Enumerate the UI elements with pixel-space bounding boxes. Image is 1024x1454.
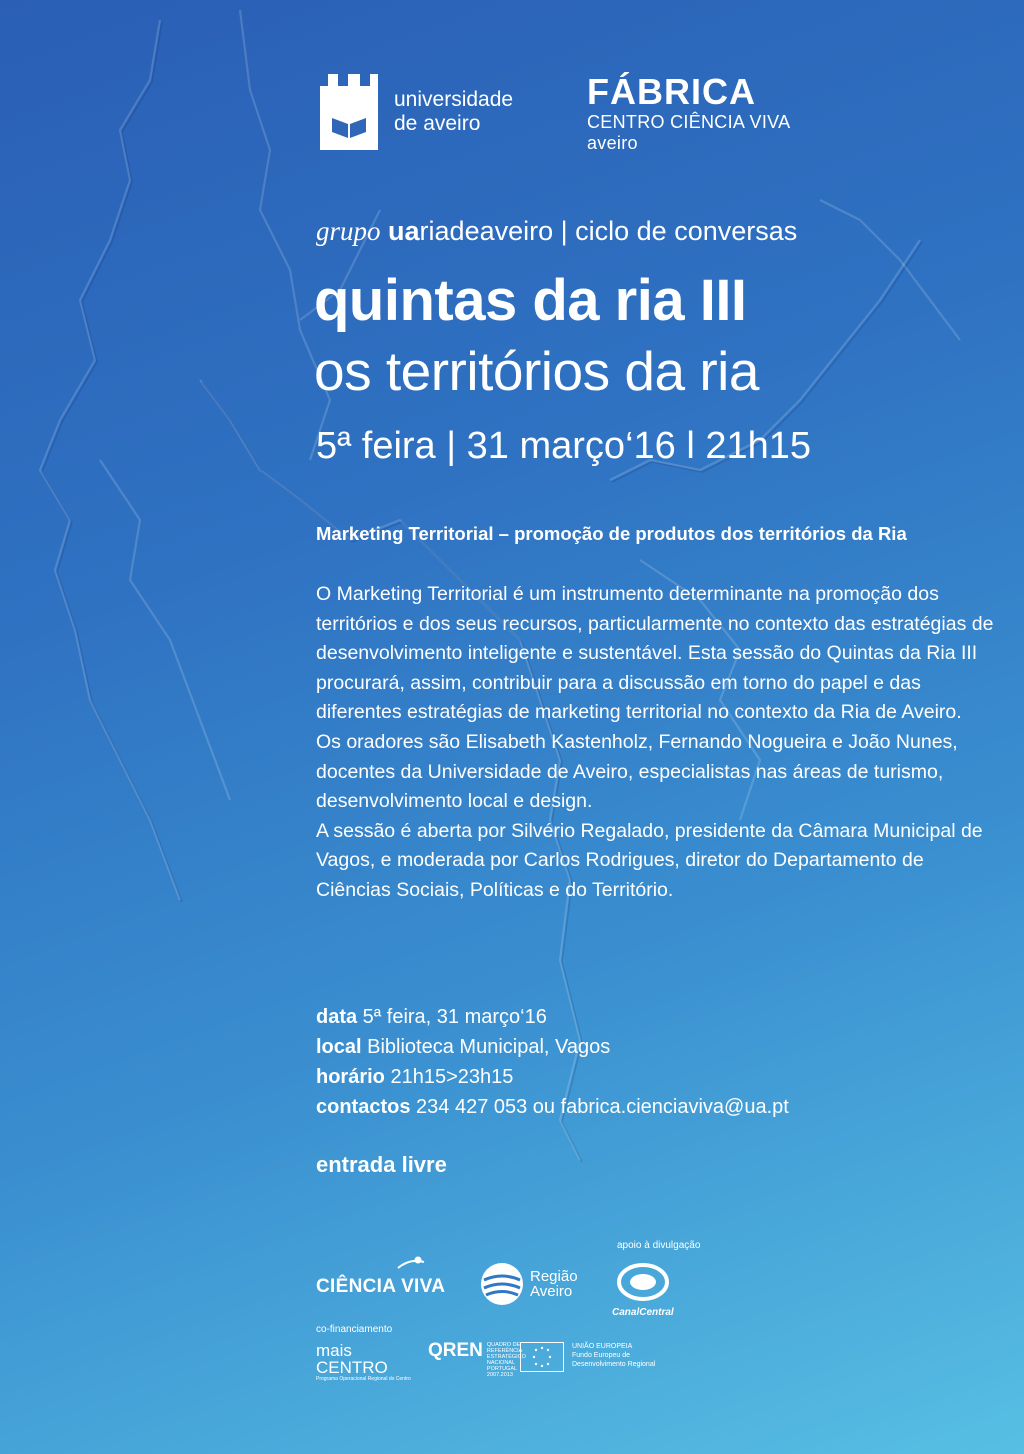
kicker-italic: grupo bbox=[316, 216, 381, 246]
canal-central-text: CanalCentral bbox=[612, 1307, 674, 1318]
fabrica-city: aveiro bbox=[587, 133, 638, 153]
date-value: 5ª feira, 31 março‘16 bbox=[357, 1006, 547, 1028]
canal-central-logo bbox=[612, 1262, 674, 1318]
support-label: apoio à divulgação bbox=[617, 1240, 701, 1251]
ua-logo-line2: de aveiro bbox=[394, 112, 481, 135]
mais-centro-logo bbox=[316, 1342, 411, 1382]
fabrica-title: FÁBRICA bbox=[587, 71, 756, 112]
regiao-line1: Região bbox=[530, 1268, 578, 1285]
time-value: 21h15>23h15 bbox=[384, 1066, 514, 1088]
eu-flag-icon bbox=[520, 1342, 564, 1372]
info-contact-row bbox=[316, 1092, 789, 1122]
location-value: Biblioteca Municipal, Vagos bbox=[361, 1036, 611, 1058]
fabrica-subtitle: CENTRO CIÊNCIA VIVA bbox=[587, 112, 791, 132]
session-title: Marketing Territorial – promoção de produtos dos territórios da Ria bbox=[316, 523, 907, 544]
ue-line3: Desenvolvimento Regional bbox=[572, 1361, 656, 1368]
universidade-aveiro-logo bbox=[318, 72, 513, 152]
info-time-row bbox=[316, 1062, 789, 1092]
info-location-row bbox=[316, 1032, 789, 1062]
mais-centro-line2: CENTRO bbox=[316, 1358, 388, 1377]
mais-centro-line1: mais bbox=[316, 1341, 352, 1360]
event-subtitle: os territórios da ria bbox=[314, 340, 759, 402]
description-paragraph: A sessão é aberta por Silvério Regalado, presidente da Câmara Municipal de Vagos, e moderada por Carlos Rodrigues, diretor do Departamento de Ciências Sociais, Políticas e do Território. bbox=[316, 819, 983, 901]
description-paragraph: Os oradores são Elisabeth Kastenholz, Fernando Nogueira e João Nunes, docentes da Universidade de Aveiro, especialistas nas áreas de turismo, desenvolvimento local e design. bbox=[316, 730, 958, 813]
session-description bbox=[316, 580, 996, 906]
ciencia-viva-text: CIÊNCIA VIVA bbox=[316, 1276, 446, 1297]
uniao-europeia-logo bbox=[520, 1342, 655, 1372]
cofinancing-label: co-financiamento bbox=[316, 1324, 393, 1335]
ue-line2: Fundo Europeu de bbox=[572, 1352, 630, 1359]
kicker-bold: ua bbox=[388, 216, 420, 246]
info-date-row bbox=[316, 1002, 789, 1032]
mais-centro-small: Programa Operacional Regional do Centro bbox=[316, 1376, 411, 1382]
time-label: horário bbox=[316, 1066, 385, 1088]
kicker-rest: riadeaveiro | ciclo de conversas bbox=[419, 216, 798, 246]
free-entry: entrada livre bbox=[316, 1152, 447, 1177]
contact-label: contactos bbox=[316, 1096, 411, 1118]
regiao-aveiro-logo bbox=[480, 1262, 578, 1306]
regiao-aveiro-icon bbox=[480, 1262, 524, 1306]
fabrica-logo bbox=[587, 72, 790, 154]
event-dateline: 5ª feira | 31 março‘16 l 21h15 bbox=[316, 425, 812, 467]
regiao-line2: Aveiro bbox=[530, 1283, 573, 1300]
ua-building-icon bbox=[318, 72, 380, 152]
canal-central-icon bbox=[616, 1262, 670, 1302]
date-label: data bbox=[316, 1006, 358, 1028]
qren-small: QUADRO DE REFERÊNCIA ESTRATÉGICO NACIONAL PORTUGAL 2007.2013 bbox=[486, 1342, 526, 1378]
event-kicker bbox=[316, 216, 797, 247]
event-info bbox=[316, 1002, 789, 1122]
ua-logo-line1: universidade bbox=[394, 88, 514, 111]
event-title: quintas da ria III bbox=[314, 268, 747, 333]
qren-mark: QREN bbox=[428, 1340, 483, 1361]
contact-value: 234 427 053 ou fabrica.cienciaviva@ua.pt bbox=[410, 1096, 789, 1118]
ciencia-viva-logo bbox=[316, 1262, 445, 1298]
ciencia-viva-figure-icon bbox=[396, 1256, 426, 1270]
location-label: local bbox=[316, 1036, 362, 1058]
ue-line1: UNIÃO EUROPEIA bbox=[572, 1343, 633, 1350]
description-paragraph: O Marketing Territorial é um instrumento determinante na promoção dos territórios e dos seus recursos, particularmente no contexto das estratégias de desenvolvimento inteligente e sustentável. Esta sessão do Quintas da Ria III procurará, assim, contribuir para a discussão em torno do papel e das diferentes estratégias de marketing territorial no contexto da Ria de Aveiro. bbox=[316, 583, 994, 724]
